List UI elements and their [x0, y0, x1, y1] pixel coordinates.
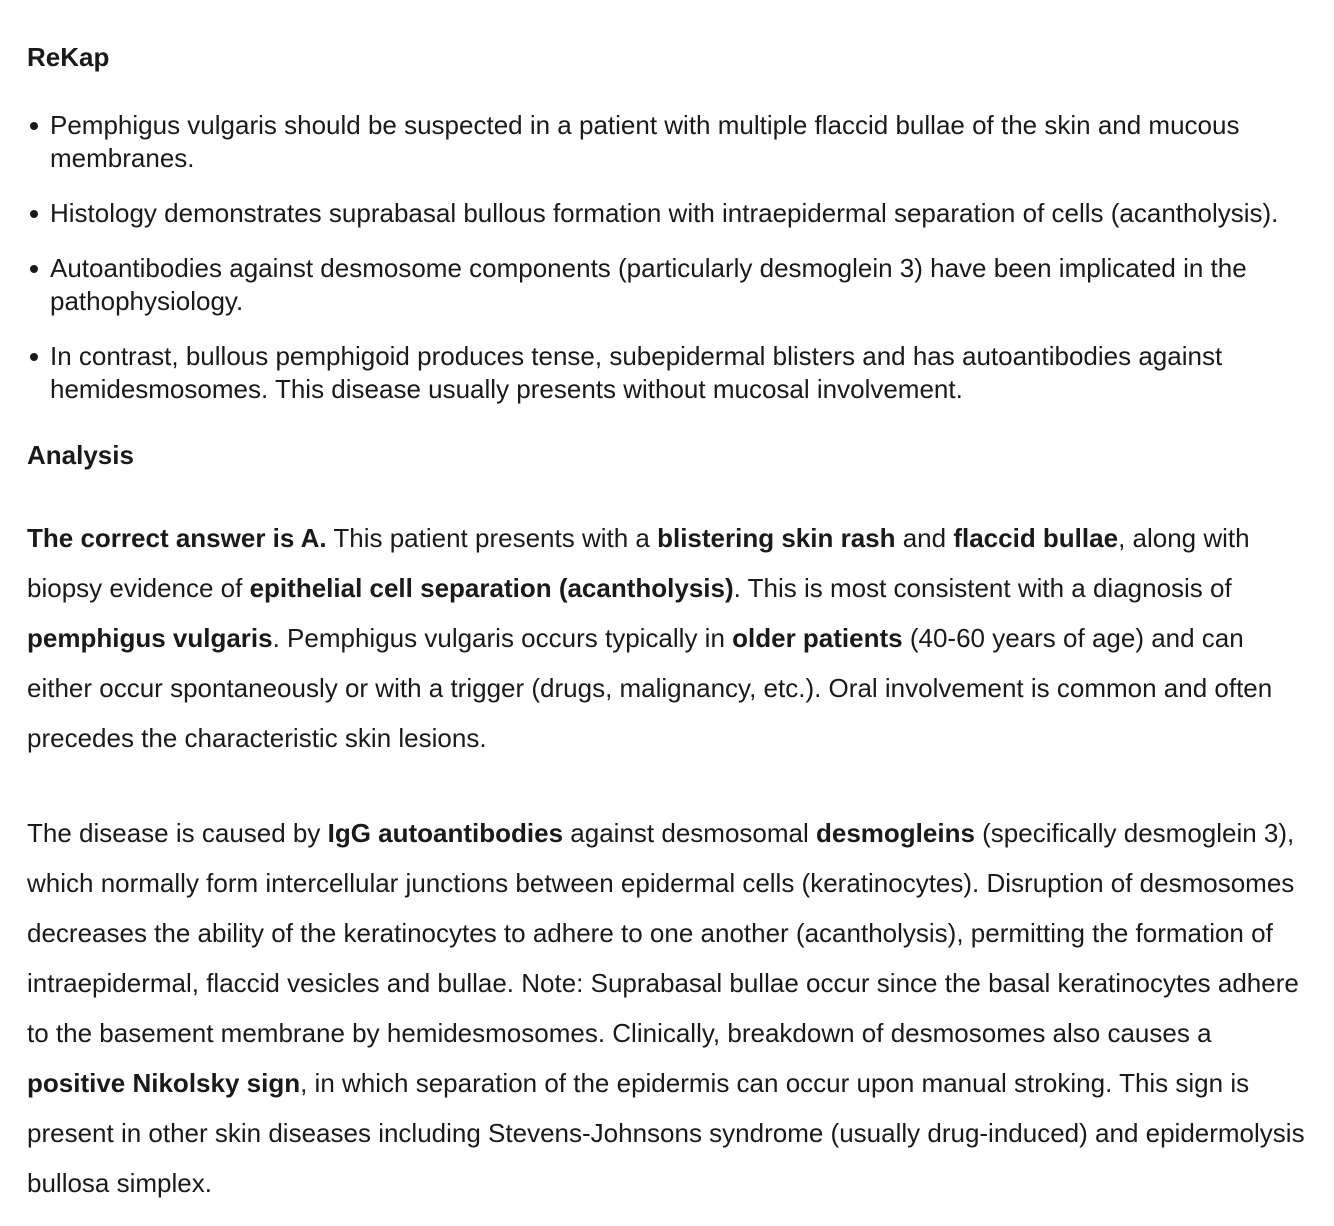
list-item [27, 109, 1307, 175]
analysis-paragraph: The disease is caused by IgG autoantibodies against desmosomal desmogleins (specifically desmoglein 3), which normally form intercellular junctions between epidermal cells (keratinocytes). Disruption of desmosomes decreases the ability of the keratinocytes to adhere to one another (acantholysis), permitting the formation of intraepidermal, flaccid vesicles and bullae. Note: Suprabasal bullae occur since the basal keratinocytes adhere to the basement membrane by hemidesmosomes. Clinically, breakdown of desmosomes also causes a positive Nikolsky sign, in which separation of the epidermis can occur upon manual stroking. This sign is present in other skin diseases including Stevens-Johnsons syndrome (usually drug-induced) and epidermolysis bullosa simplex. [27, 818, 1305, 1198]
list-item [27, 252, 1307, 318]
bullet-text: Pemphigus vulgaris should be suspected in a patient with multiple flaccid bullae of the skin and mucous membranes. [50, 110, 1240, 173]
list-item [27, 197, 1307, 230]
bullet-text: Histology demonstrates suprabasal bullous formation with intraepidermal separation of cells (acantholysis). [50, 198, 1279, 228]
analysis-paragraph: The correct answer is A. This patient presents with a blistering skin rash and flaccid bullae, along with biopsy evidence of epithelial cell separation (acantholysis). This is most consistent with a diagnosis of pemphigus vulgaris. Pemphigus vulgaris occurs typically in older patients (40-60 years of age) and can either occur spontaneously or with a trigger (drugs, malignancy, etc.). Oral involvement is common and often precedes the characteristic skin lesions. [27, 523, 1273, 753]
list-item [27, 340, 1307, 406]
bullet-icon [30, 265, 38, 273]
rekap-section [27, 42, 1307, 406]
bullet-icon [30, 353, 38, 361]
rekap-heading: ReKap [27, 42, 110, 72]
analysis-section [27, 440, 1307, 1208]
bullet-icon [30, 122, 38, 130]
bullet-text: Autoantibodies against desmosome components (particularly desmoglein 3) have been implicated in the pathophysiology. [50, 253, 1247, 316]
bullet-icon [30, 210, 38, 218]
analysis-heading: Analysis [27, 440, 134, 470]
bullet-text: In contrast, bullous pemphigoid produces tense, subepidermal blisters and has autoantibodies against hemidesmosomes. This disease usually presents without mucosal involvement. [50, 341, 1223, 404]
rekap-bullet-list [27, 109, 1307, 406]
